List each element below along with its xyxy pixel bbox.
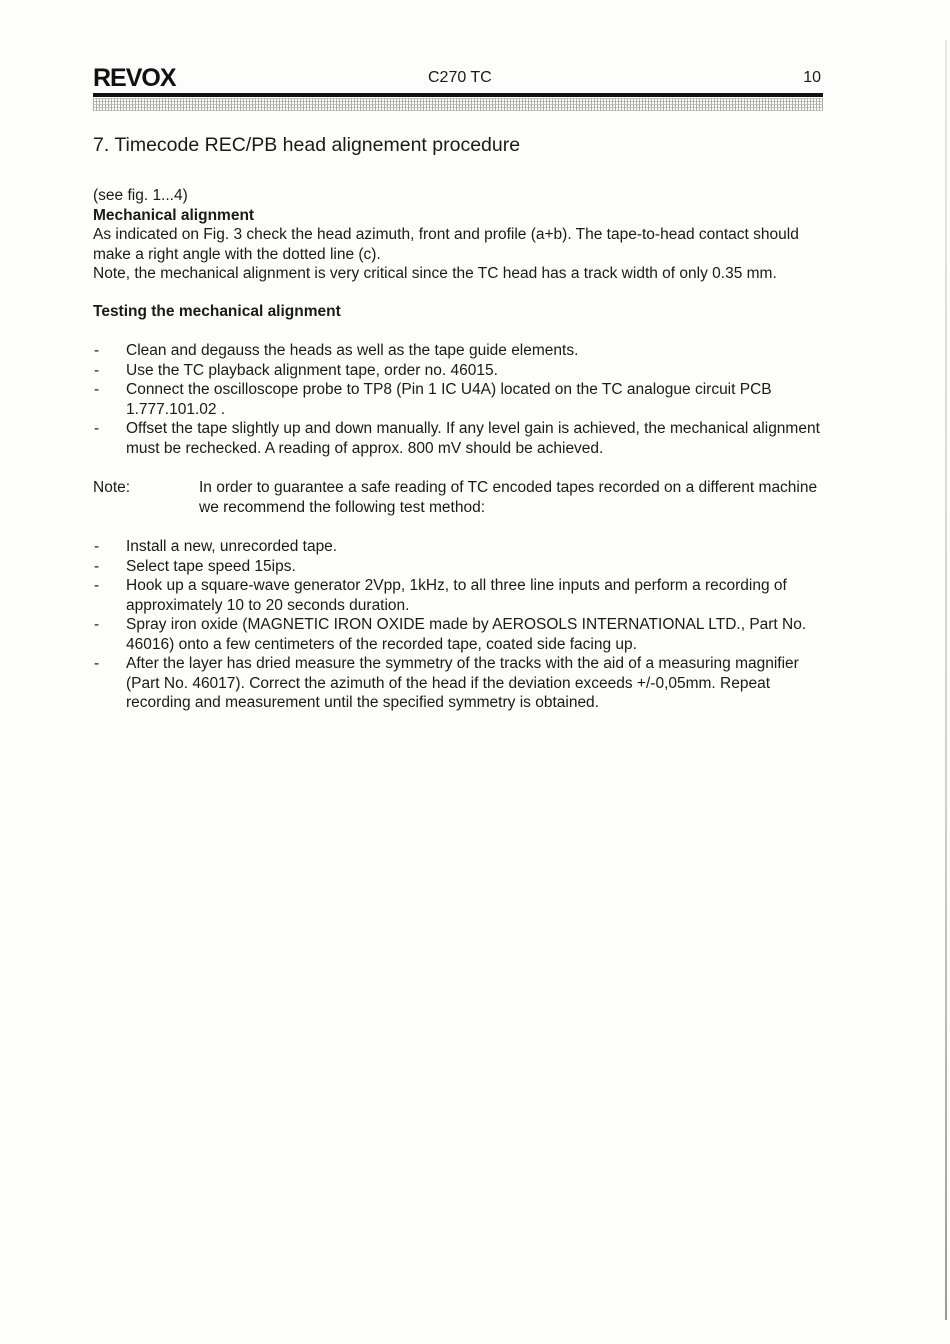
list-item: - Connect the oscilloscope probe to TP8 (Pin 1 IC U4A) located on the TC analogue circuit PCB 1.777.101.02 . — [93, 380, 828, 419]
note-label: Note: — [93, 479, 131, 496]
list-item: - Select tape speed 15ips. — [93, 557, 828, 577]
page-edge-shadow — [945, 40, 947, 1320]
note-block — [93, 478, 828, 517]
note-text: In order to guarantee a safe reading of TC encoded tapes recorded on a different machine we recommend the following test method: — [199, 479, 818, 516]
list-item: - Clean and degauss the heads as well as the tape guide elements. — [93, 341, 828, 361]
see-figure-reference: (see fig. 1...4) — [93, 187, 188, 204]
section-title: 7. Timecode REC/PB head alignement procedure — [93, 134, 521, 156]
testing-heading: Testing the mechanical alignment — [93, 302, 341, 320]
list-item: - Offset the tape slightly up and down manually. If any level gain is achieved, the mechanical alignment must be rechecked. A reading of approx. 800 mV should be achieved. — [93, 419, 828, 458]
mechanical-paragraph-2: Note, the mechanical alignment is very critical since the TC head has a track width of only 0.35 mm. — [93, 265, 777, 282]
list-item: - Install a new, unrecorded tape. — [93, 537, 828, 557]
revox-logo: REVOX — [93, 64, 176, 92]
document-body — [93, 132, 828, 713]
list-item: - Hook up a square-wave generator 2Vpp, 1kHz, to all three line inputs and perform a recording of approximately 10 to 20 seconds duration. — [93, 576, 828, 615]
list-item: - After the layer has dried measure the symmetry of the tracks with the aid of a measuring magnifier (Part No. 46017). Correct the azimuth of the head if the deviation exceeds +/-0,05mm. Repeat recording and measurement until the specified symmetry is obtained. — [93, 654, 828, 713]
test-method-list — [93, 537, 828, 713]
mechanical-alignment-heading: Mechanical alignment — [93, 206, 255, 224]
list-item: - Spray iron oxide (MAGNETIC IRON OXIDE made by AEROSOLS INTERNATIONAL LTD., Part No. 46016) onto a few centimeters of the recorded tape, coated side facing up. — [93, 615, 828, 654]
mechanical-paragraph-1: As indicated on Fig. 3 check the head azimuth, front and profile (a+b). The tape-to-head contact should make a right angle with the dotted line (c). — [93, 226, 799, 263]
model-name: C270 TC — [428, 69, 492, 86]
testing-list — [93, 341, 828, 458]
page-header — [93, 64, 823, 94]
list-item: - Use the TC playback alignment tape, order no. 46015. — [93, 361, 828, 381]
header-rule — [93, 93, 823, 97]
header-dotted-band — [93, 98, 823, 111]
page-number: 10 — [803, 69, 821, 86]
